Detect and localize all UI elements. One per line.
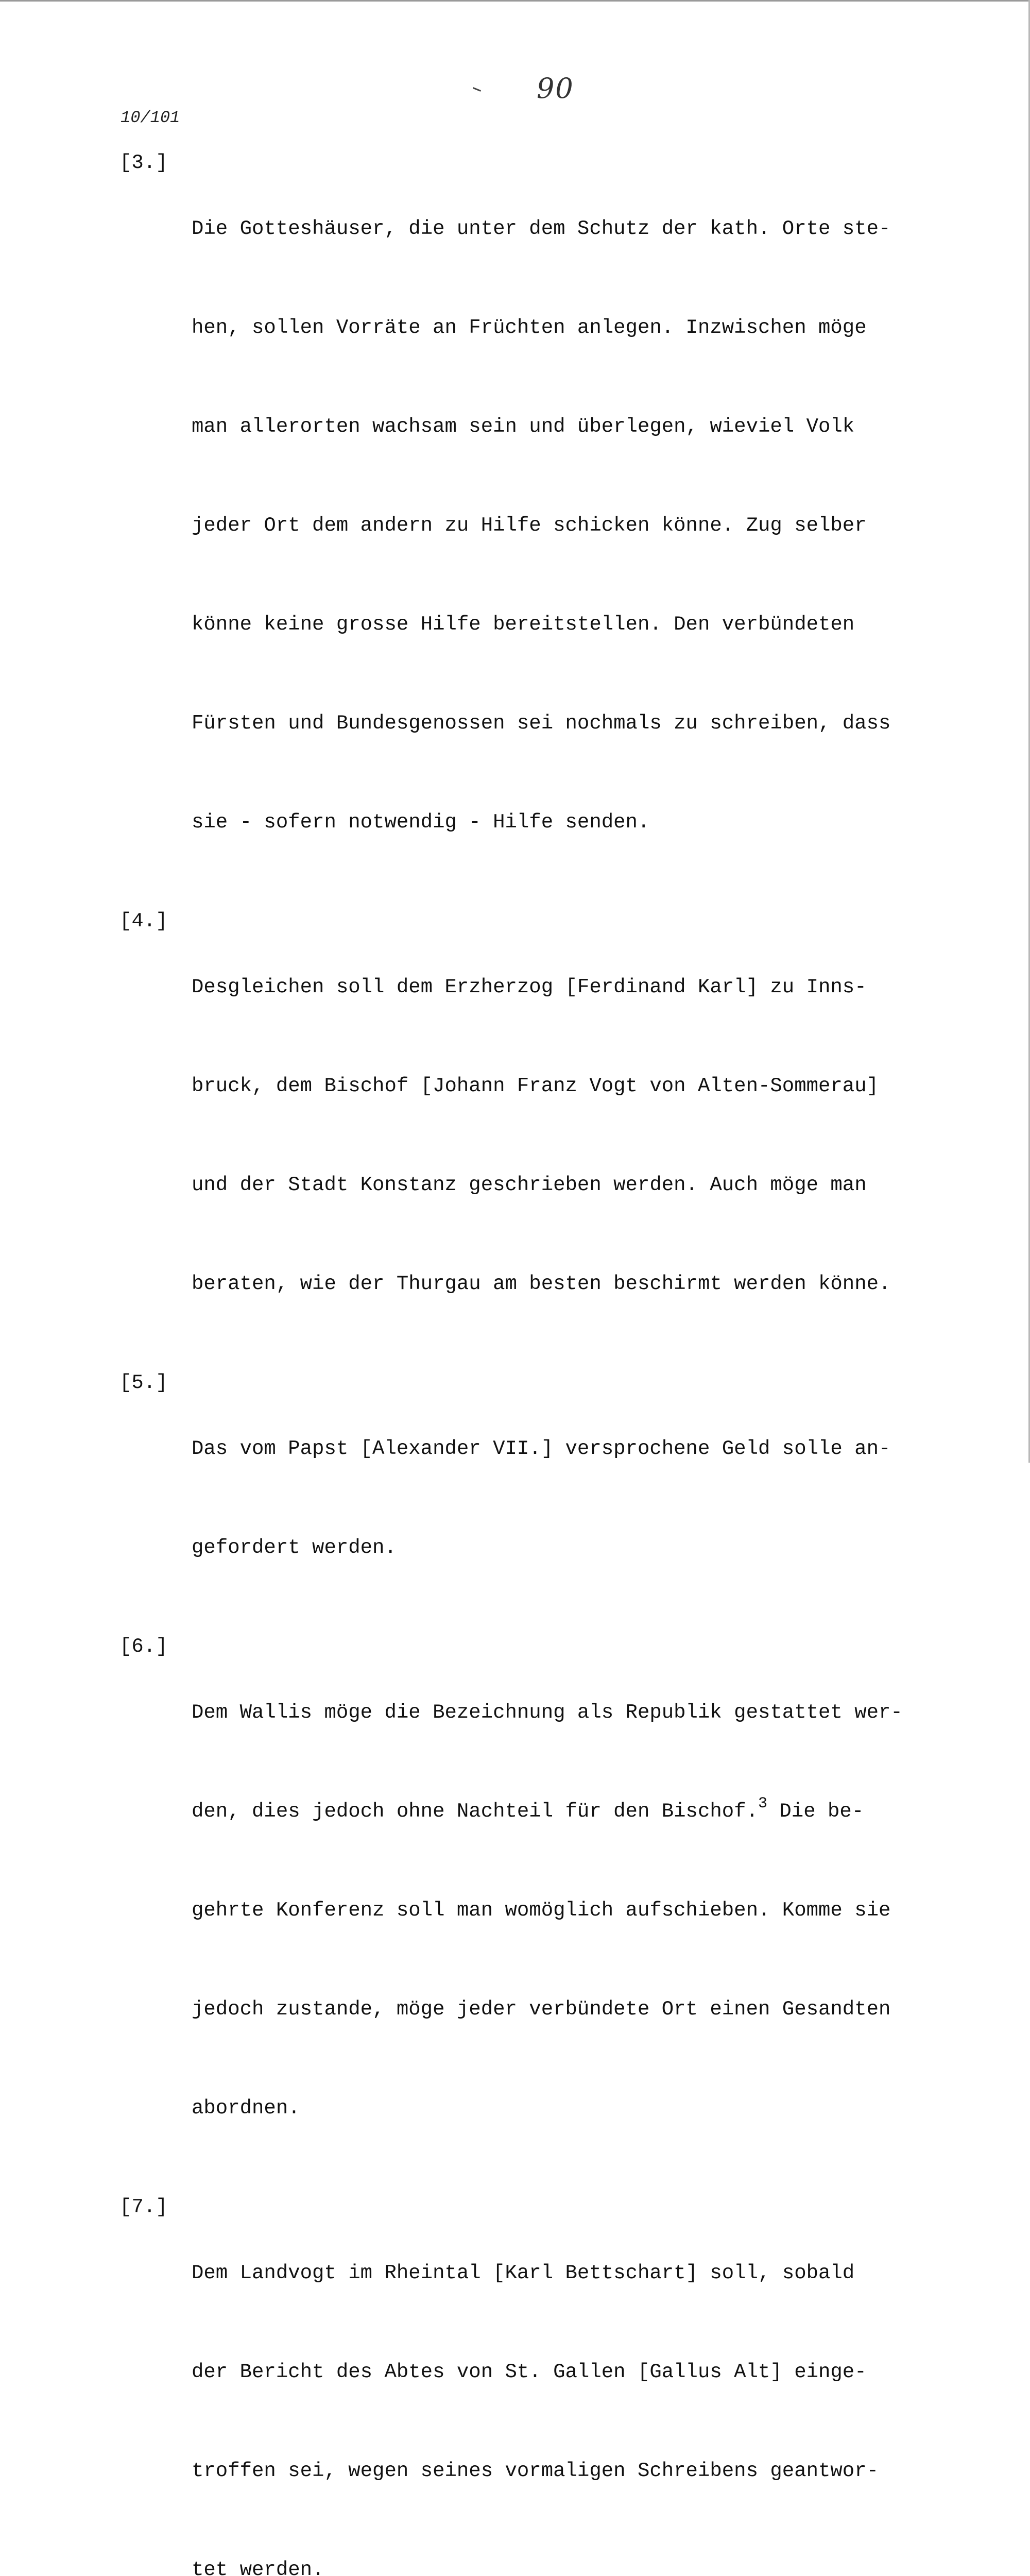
text-line-with-footnote [192,1795,923,1828]
text-line: den, dies jedoch ohne Nachteil für den Bischof. [192,1800,758,1823]
entry-number: [5.] [119,1371,168,1394]
text-line: tet werden. [192,2558,324,2576]
entry-5 [119,1366,923,1630]
entry-text [192,1366,923,1630]
page-number: 90 [537,72,574,105]
text-line-tail: Die be- [767,1800,864,1823]
entry-6 [119,1630,923,2191]
text-line: sie - sofern notwendig - Hilfe senden. [192,811,650,834]
entry-text [192,905,923,1366]
entry-3 [119,146,923,905]
footnote-marker: 3 [758,1795,767,1812]
entry-7 [119,2191,923,2576]
document-reference: 10/101 [121,108,180,127]
text-line: Desgleichen soll dem Erzherzog [Ferdinand Karl] zu Inns- [192,976,867,998]
text-line: abordnen. [192,2097,300,2120]
text-line: jeder Ort dem andern zu Hilfe schicken könne. Zug selber [192,514,867,537]
text-line: gefordert werden. [192,1536,397,1559]
text-line: Dem Wallis möge die Bezeichnung als Republik gestattet wer- [192,1701,903,1724]
text-line: hen, sollen Vorräte an Früchten anlegen. Inzwischen möge [192,316,867,339]
entry-text [192,1630,923,2191]
entry-number: [7.] [119,2196,168,2218]
text-line: Fürsten und Bundesgenossen sei nochmals zu schreiben, dass [192,712,891,735]
text-line: man allerorten wachsam sein und überlegen, wieviel Volk [192,415,855,438]
text-line: bruck, dem Bischof [Johann Franz Vogt von Alten-Sommerau] [192,1075,879,1097]
entry-4 [119,905,923,1366]
entry-number: [3.] [119,151,168,174]
text-line: könne keine grosse Hilfe bereitstellen. Den verbündeten [192,613,855,636]
text-line: der Bericht des Abtes von St. Gallen [Gallus Alt] einge- [192,2361,867,2383]
pencil-mark [473,87,481,92]
entry-text [192,2191,923,2576]
text-line: jedoch zustande, möge jeder verbündete Ort einen Gesandten [192,1998,891,2021]
page-border-top [0,0,1030,2]
entries-list [119,146,923,2576]
entry-number: [6.] [119,1635,168,1658]
text-line: und der Stadt Konstanz geschrieben werden. Auch möge man [192,1174,867,1196]
text-line: Die Gotteshäuser, die unter dem Schutz der kath. Orte ste- [192,217,891,240]
text-line: gehrte Konferenz soll man womöglich aufschieben. Komme sie [192,1899,891,1922]
text-line: troffen sei, wegen seines vormaligen Schreibens geantwor- [192,2460,879,2482]
entry-number: [4.] [119,910,168,933]
entry-text [192,146,923,905]
text-line: Dem Landvogt im Rheintal [Karl Bettschart] soll, sobald [192,2262,855,2284]
text-line: Das vom Papst [Alexander VII.] versprochene Geld solle an- [192,1437,891,1460]
text-line: beraten, wie der Thurgau am besten beschirmt werden könne. [192,1273,891,1295]
